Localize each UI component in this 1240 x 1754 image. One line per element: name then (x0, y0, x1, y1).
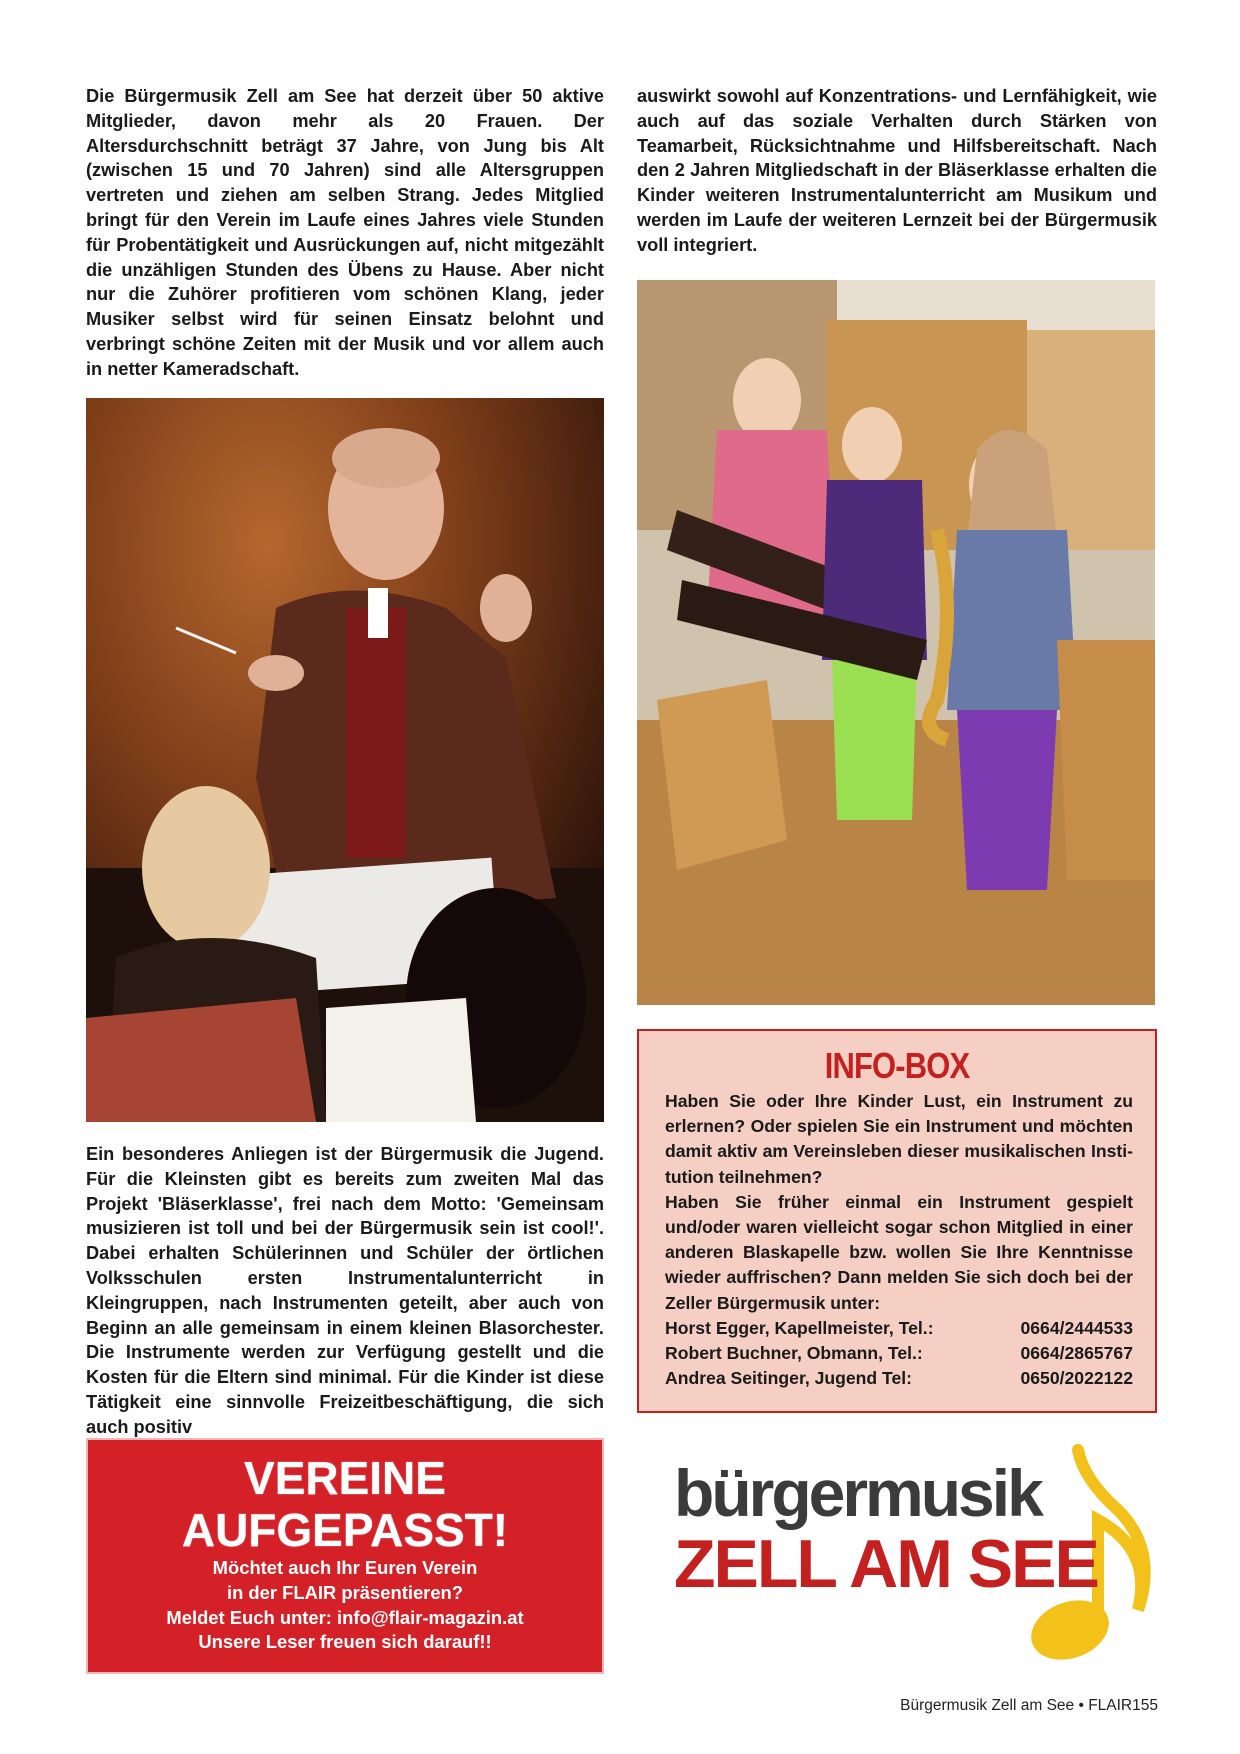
conductor-photo (86, 398, 604, 1122)
ad-line-2: in der FLAIR präsentieren? (226, 1581, 464, 1603)
buergermusik-logo (668, 1440, 1168, 1670)
article-column-1-top (86, 84, 604, 382)
contact-phone[interactable]: 0664/2444533 (1020, 1317, 1133, 1338)
contact-horst-egger (665, 1316, 1133, 1341)
info-box (637, 1029, 1157, 1413)
contact-andrea-seitinger (665, 1366, 1133, 1391)
ad-headline-2: AUFGEPASST! (181, 1504, 509, 1556)
ad-headline-1: VEREINE (244, 1452, 446, 1504)
ad-line-1: Möchtet auch Ihr Euren Verein (212, 1557, 478, 1578)
contact-phone[interactable]: 0650/2022122 (1020, 1368, 1133, 1389)
contact-robert-buchner (665, 1341, 1133, 1366)
ad-line-4: Unsere Leser freuen sich darauf!! (198, 1631, 492, 1653)
article-column-2-top (637, 84, 1157, 258)
contact-name: Robert Buchner, Obmann, Tel.: (665, 1343, 923, 1364)
contact-phone[interactable]: 0664/2865767 (1020, 1343, 1133, 1364)
article-column-1-bottom (86, 1142, 604, 1440)
article-paragraph-youth: Ein besonderes Anliegen ist der Bürgermusik die Jugend. Für die Kleinsten gibt es bereits zum zweiten Mal das Projekt 'Bläserklasse', frei nach dem Motto: 'Gemeinsam musizieren ist toll und bei der Bürgermusik sein ist cool!'. Dabei erhalten Schülerinnen und Schüler der örtlichen Volksschulen ersten Instrumentalunterricht in Kleingruppen, nach Instrumenten geteilt, aber auch von Beginn an alle gemeinsam in einem kleinen Blasorchester. Die Instrumente werden zur Verfügung gestellt und die Kosten für die Eltern sind minimal. Für die Kinder ist diese Tätigkeit eine sinnvolle Freizeitbeschäftigung, die sich auch positiv (86, 1144, 604, 1437)
children-saxophone-photo (637, 280, 1155, 1005)
info-box-title: INFO-BOX (824, 1045, 970, 1086)
contact-name: Andrea Seitinger, Jugend Tel: (665, 1368, 913, 1389)
article-paragraph-effects: auswirkt sowohl auf Konzentrations- und Lernfähigkeit, wie auch auf das soziale Verhalten durch Stärken von Teamarbeit, Rücksichtnahme und Hilfsbereitschaft. Nach den 2 Jahren Mitgliedschaft in der Bläserklasse erhalten die Kinder weiteren Instrumentalunterricht am Musikum und werden im Laufe der weiteren Lernzeit bei der Bürgermusik voll integriert. (637, 86, 1157, 255)
info-box-paragraph-2: Haben Sie früher einmal ein Instrument gespielt und/oder waren vielleicht sogar schon Mitglied in einer anderen Blaskapelle bzw. wollen Sie Ihre Kenntnisse wieder auffrischen? Dann melden Sie sich doch bei der Zeller Bürgermusik unter: (665, 1191, 1133, 1313)
contact-name: Horst Egger, Kapellmeister, Tel.: (665, 1317, 934, 1338)
logo-subtitle: ZELL AM SEE (674, 1526, 1098, 1602)
page-footer: Bürgermusik Zell am See • FLAIR155 (900, 1697, 1158, 1714)
article-paragraph-membership: Die Bürgermusik Zell am See hat derzeit über 50 aktive Mitglieder, davon mehr als 20 Frauen. Der Altersdurchschnitt beträgt 37 Jahre, von Jung bis Alt (zwischen 15 und 70 Jahren) sind alle Altersgruppen vertreten und ziehen am selben Strang. Jedes Mitglied bringt für den Verein im Laufe eines Jahres viele Stunden für Probentätigkeit und Ausrückungen auf, nicht mitgezählt die unzähligen Stunden des Übens zu Hause. Aber nicht nur die Zuhörer profitieren vom schönen Klang, jeder Musiker selbst wird für seinen Einsatz belohnt und verbringt schöne Zeiten mit der Musik und vor allem auch in netter Kameradschaft. (86, 86, 604, 379)
ad-contact-email[interactable]: Meldet Euch unter: info@flair-magazin.at (166, 1606, 524, 1628)
info-box-body (665, 1089, 1133, 1391)
flair-advertisement (86, 1438, 604, 1674)
contact-list (665, 1316, 1133, 1392)
info-box-paragraph-1: Haben Sie oder Ihre Kinder Lust, ein Instrument zu erlernen? Oder spielen Sie ein Instrument und möchten damit aktiv am Vereinsleben dieser musikalischen Insti-tution teilnehmen? (665, 1091, 1133, 1187)
logo-word: bürgermusik (674, 1456, 1041, 1530)
